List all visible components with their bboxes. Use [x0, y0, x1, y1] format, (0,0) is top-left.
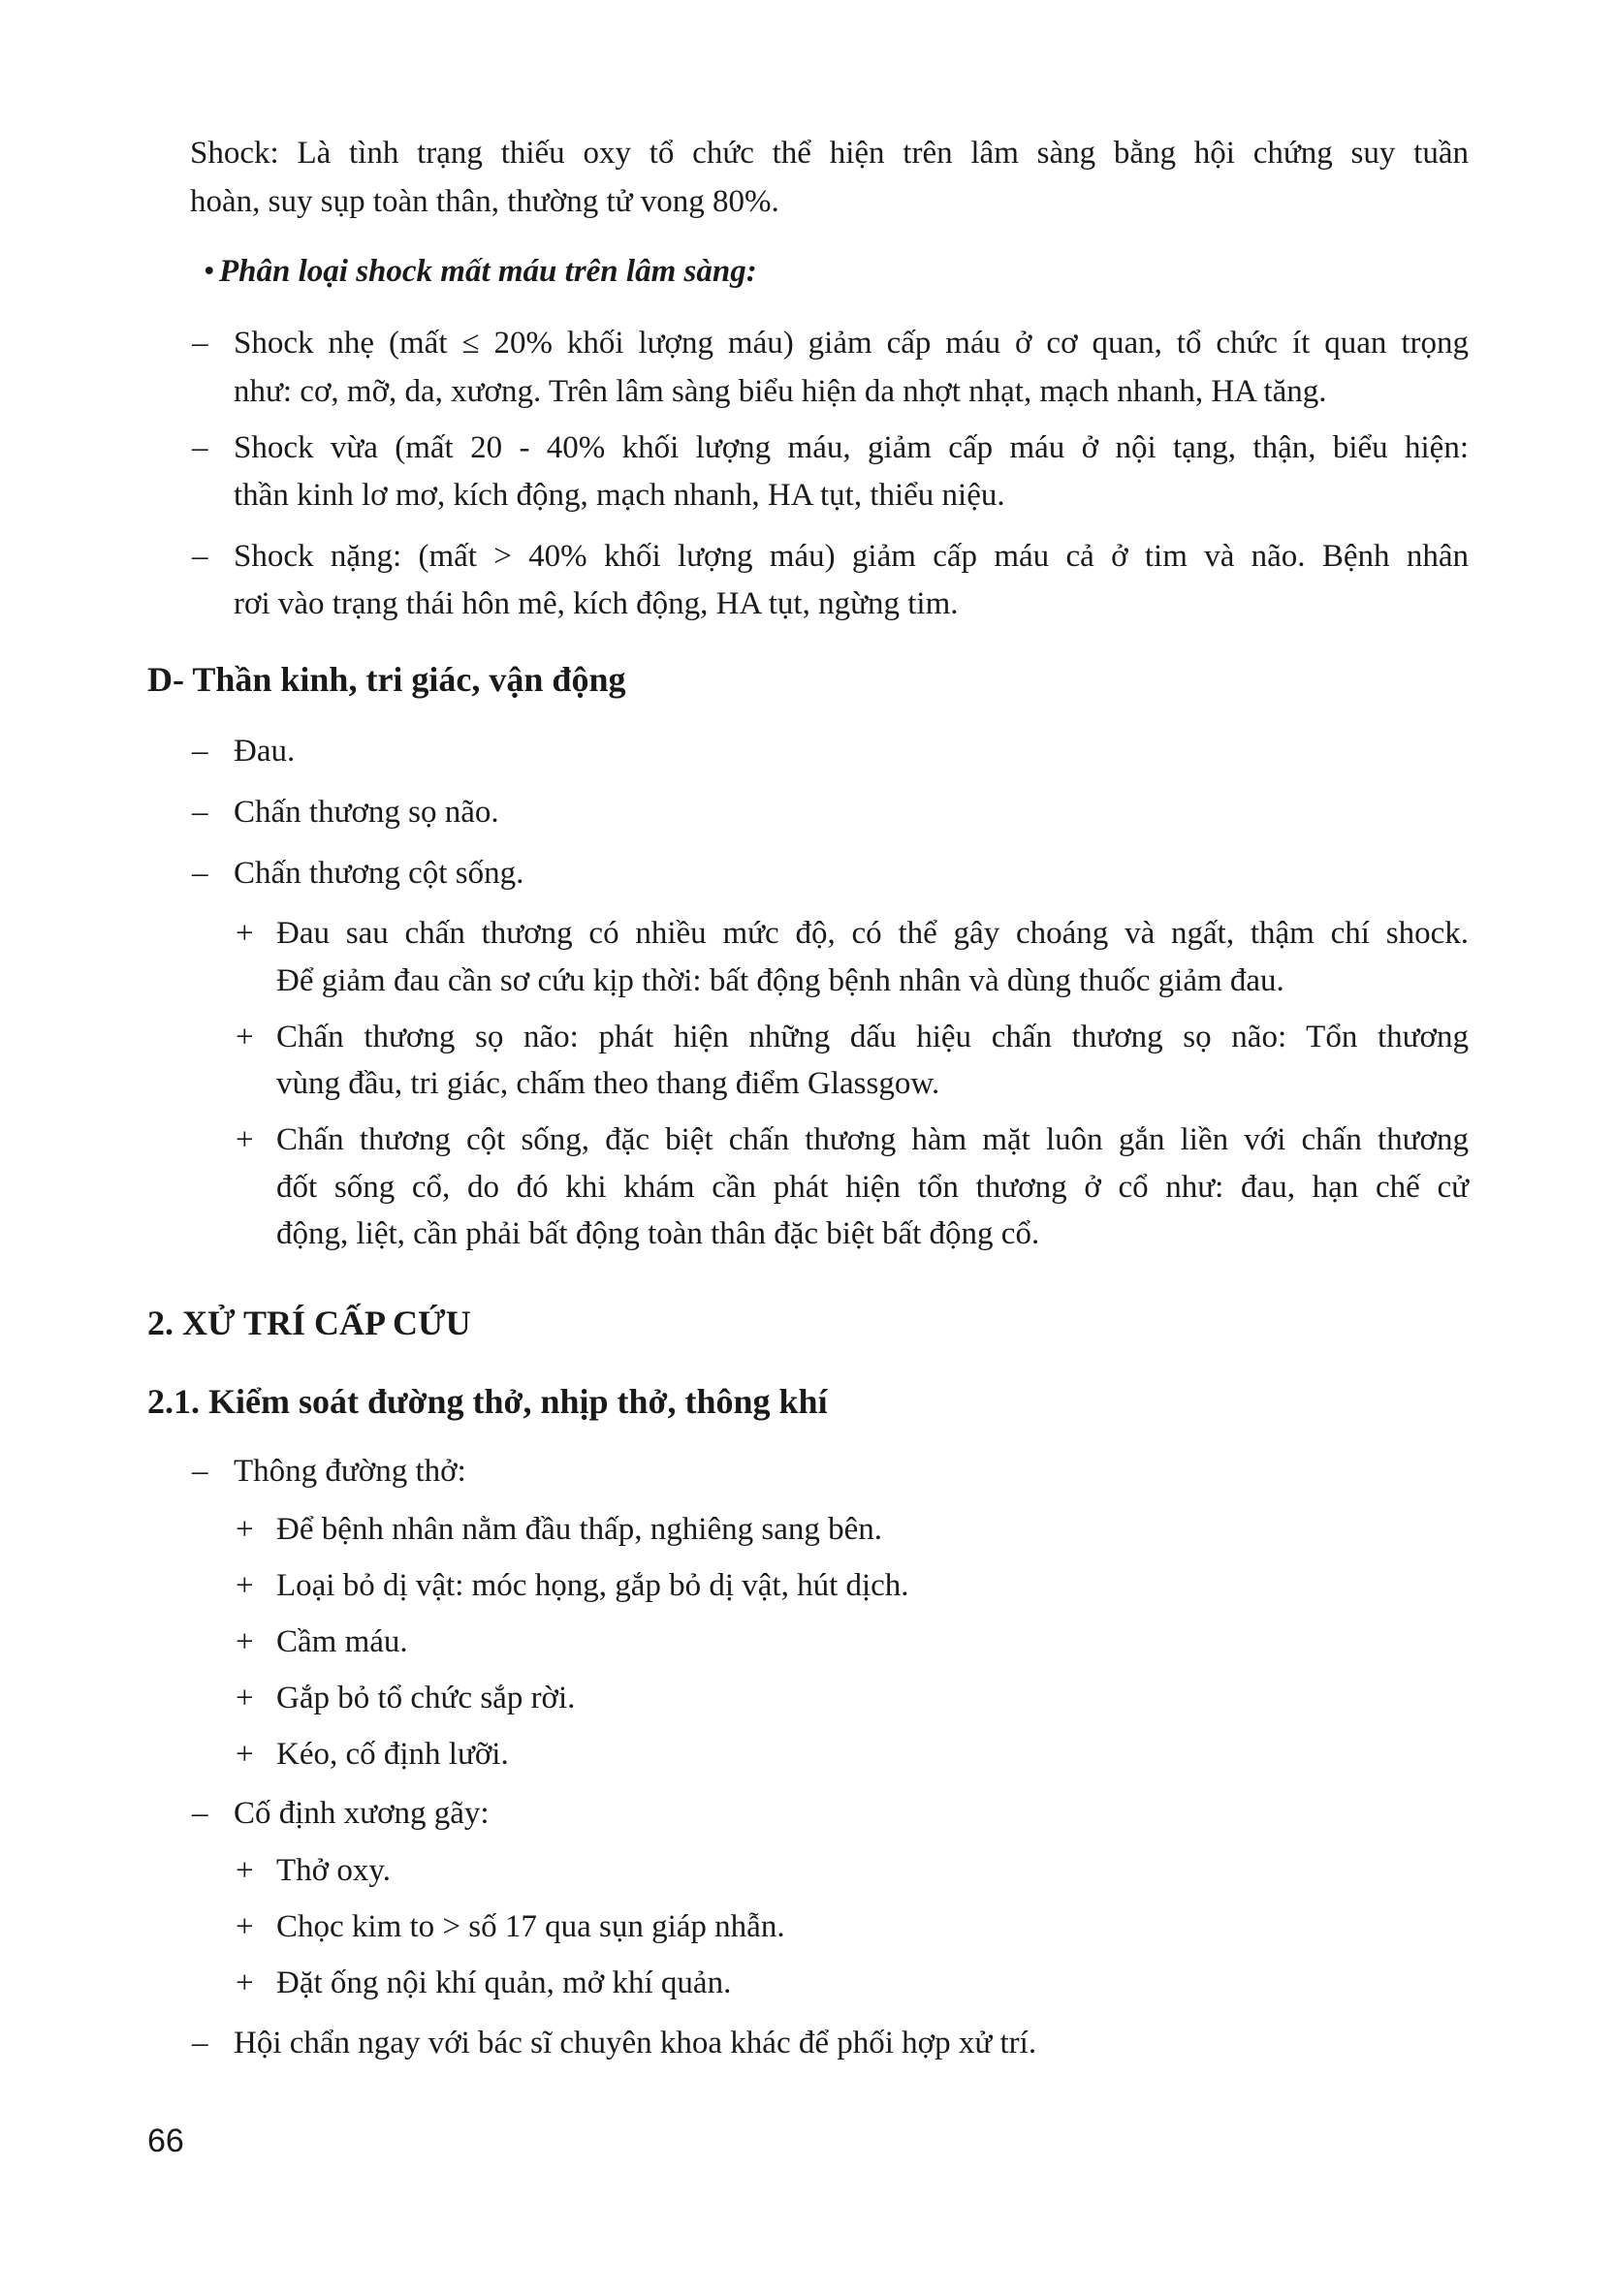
sub-item: Để bệnh nhân nằm đầu thấp, nghiêng sang bên. — [276, 1512, 883, 1547]
dash-marker: – — [192, 430, 208, 465]
intro-line-1: Shock: Là tình trạng thiếu oxy tổ chức thể hiện trên lâm sàng bằng hội chứng suy tuần — [190, 136, 1469, 171]
plus-marker: + — [236, 916, 254, 951]
section-2-1-heading: 2.1. Kiểm soát đường thở, nhịp thở, thông khí — [147, 1382, 828, 1421]
sub-item: Kéo, cố định lưỡi. — [276, 1737, 509, 1772]
sub-item-line: động, liệt, cần phải bất động toàn thân đặc biệt bất động cổ. — [276, 1216, 1040, 1251]
dash-marker: – — [192, 1796, 208, 1831]
dash-marker: – — [192, 795, 208, 830]
dash-marker: – — [192, 1454, 208, 1489]
sub-item: Thở oxy. — [276, 1853, 391, 1888]
section-d-heading: D- Thần kinh, tri giác, vận động — [147, 660, 626, 699]
plus-marker: + — [236, 1737, 254, 1772]
list-item-line: Shock vừa (mất 20 - 40% khối lượng máu, giảm cấp máu ở nội tạng, thận, biểu hiện: — [234, 430, 1469, 465]
list-item-line: rơi vào trạng thái hôn mê, kích động, HA tụt, ngừng tim. — [234, 586, 959, 621]
plus-marker: + — [236, 1909, 254, 1944]
sub-item-line: vùng đầu, tri giác, chấm theo thang điểm Glassgow. — [276, 1066, 940, 1101]
dash-marker: – — [192, 326, 208, 361]
list-item: Chấn thương cột sống. — [234, 856, 524, 891]
page-number: 66 — [147, 2123, 184, 2159]
sub-item: Loại bỏ dị vật: móc họng, gắp bỏ dị vật, hút dịch. — [276, 1568, 909, 1603]
list-item: Thông đường thở: — [234, 1454, 466, 1489]
sub-item-line: Đau sau chấn thương có nhiều mức độ, có thể gây choáng và ngất, thậm chí shock. — [276, 916, 1469, 951]
plus-marker: + — [236, 1681, 254, 1715]
plus-marker: + — [236, 1568, 254, 1603]
bullet-icon: • — [204, 254, 215, 289]
dash-marker: – — [192, 856, 208, 891]
list-item: Cố định xương gãy: — [234, 1796, 490, 1831]
sub-item: Cầm máu. — [276, 1624, 408, 1659]
list-item: Chấn thương sọ não. — [234, 795, 499, 830]
sub-item-line: Chấn thương sọ não: phát hiện những dấu hiệu chấn thương sọ não: Tổn thương — [276, 1020, 1469, 1054]
sub-item: Chọc kim to > số 17 qua sụn giáp nhẫn. — [276, 1909, 785, 1944]
sub-item-line: Chấn thương cột sống, đặc biệt chấn thương hàm mặt luôn gắn liền với chấn thương — [276, 1122, 1469, 1157]
plus-marker: + — [236, 1853, 254, 1888]
list-item-line: Shock nặng: (mất > 40% khối lượng máu) giảm cấp máu cả ở tim và não. Bệnh nhân — [234, 539, 1469, 574]
plus-marker: + — [236, 1512, 254, 1547]
sub-item-line: đốt sống cổ, do đó khi khám cần phát hiện tổn thương ở cổ như: đau, hạn chế cử — [276, 1170, 1469, 1205]
dash-marker: – — [192, 734, 208, 769]
sub-item: Đặt ống nội khí quản, mở khí quản. — [276, 1966, 732, 2000]
intro-line-2: hoàn, suy sụp toàn thân, thường tử vong 80%. — [190, 184, 779, 219]
list-item-line: Shock nhẹ (mất ≤ 20% khối lượng máu) giảm cấp máu ở cơ quan, tổ chức ít quan trọng — [234, 326, 1469, 361]
dash-marker: – — [192, 2026, 208, 2060]
classification-heading: Phân loại shock mất máu trên lâm sàng: — [219, 254, 757, 289]
plus-marker: + — [236, 1122, 254, 1157]
list-item: Đau. — [234, 734, 296, 769]
list-item-line: thần kinh lơ mơ, kích động, mạch nhanh, HA tụt, thiểu niệu. — [234, 478, 1005, 513]
section-2-heading: 2. XỬ TRÍ CẤP CỨU — [147, 1304, 471, 1342]
sub-item: Gắp bỏ tổ chức sắp rời. — [276, 1681, 576, 1715]
plus-marker: + — [236, 1624, 254, 1659]
list-item-line: như: cơ, mỡ, da, xương. Trên lâm sàng biểu hiện da nhợt nhạt, mạch nhanh, HA tăng. — [234, 374, 1327, 409]
plus-marker: + — [236, 1966, 254, 2000]
plus-marker: + — [236, 1020, 254, 1054]
dash-marker: – — [192, 539, 208, 574]
list-item: Hội chẩn ngay với bác sĩ chuyên khoa khác để phối hợp xử trí. — [234, 2026, 1037, 2060]
sub-item-line: Để giảm đau cần sơ cứu kịp thời: bất động bệnh nhân và dùng thuốc giảm đau. — [276, 963, 1284, 998]
